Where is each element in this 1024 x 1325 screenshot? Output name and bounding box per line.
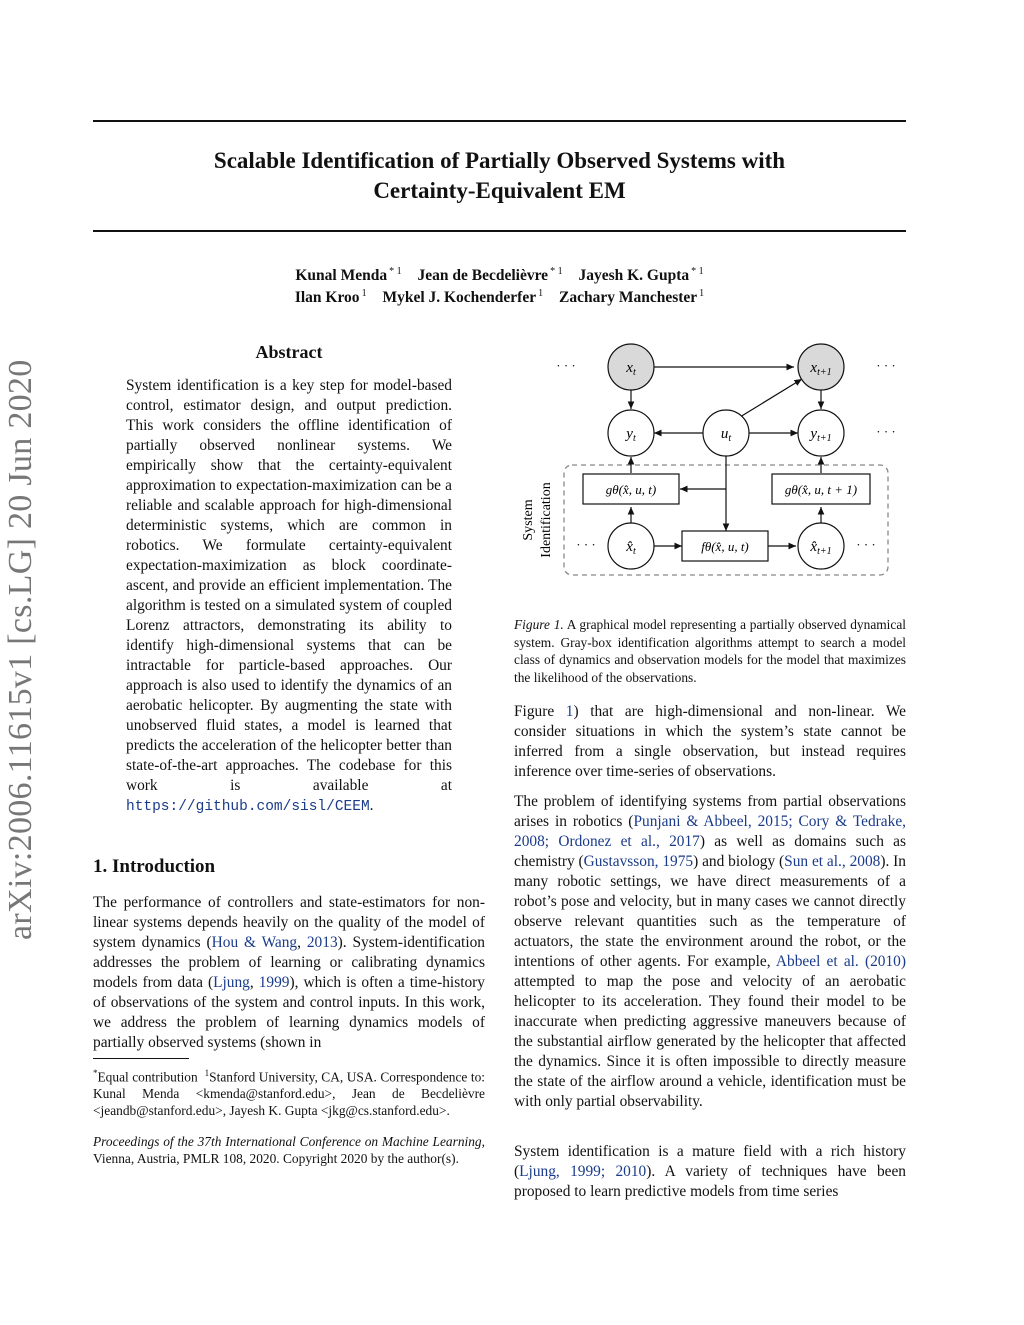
title-bottom-rule	[93, 230, 906, 232]
label-x-t1: $x_{t+1}$	[810, 360, 832, 378]
footnote: *Equal contribution $^1$Stanford University, CA, USA. Correspondence to: Kunal Menda <kmenda@stanford.edu>, Jean de Becdelièvre <jeandb@stanford.edu>, Jayesh K. Gupta <jkg@cs.stanford.edu>. Proceedings of the 37th International Conference on Machine Learning, Vienna, Austria, PMLR 108, 2020. Copyright 2020 by the author(s).	[93, 1068, 485, 1167]
citation-link[interactable]: Sun et al., 2008	[784, 853, 881, 870]
figure-graphical-model	[510, 335, 910, 585]
authors-row-1	[93, 266, 906, 285]
ellipsis: · · ·	[556, 358, 576, 373]
author: Zachary Manchester $^1$	[558, 288, 705, 306]
label-u-t: $u_t$	[720, 426, 732, 444]
author: Mykel J. Kochenderfer $^1$	[382, 288, 544, 306]
citation-link[interactable]: 1999	[258, 974, 290, 991]
author: Jean de Becdelièvre $^{* 1}$	[417, 266, 563, 284]
proceedings-italic: Proceedings of the 37th International Conference on Machine Learning	[93, 1134, 482, 1150]
paper-title	[93, 146, 906, 206]
citation-link[interactable]: Hou & Wang	[211, 934, 298, 951]
caption-label: Figure 1.	[514, 617, 564, 632]
figure-ref-link[interactable]: 1	[565, 703, 574, 720]
footnote-rule	[93, 1058, 189, 1059]
author: Jayesh K. Gupta $^{* 1}$	[578, 266, 704, 284]
ellipsis: · · ·	[576, 537, 596, 552]
top-rule	[93, 120, 906, 122]
side-label-system: System	[521, 499, 536, 541]
codebase-link[interactable]: https://github.com/sisl/CEEM	[126, 799, 370, 815]
label-y-t1: $y_{t+1}$	[810, 426, 832, 444]
side-label-identification: Identification	[539, 482, 554, 558]
citation-link[interactable]: 2013	[306, 934, 338, 951]
section-heading-introduction: 1. Introduction	[93, 856, 216, 877]
figure-caption: Figure 1. A graphical model representing a partially observed dynamical system. Gray-box identification algorithms attempt to search a model class of dynamics and observation models for the model that maximizes the likelihood of the observations.	[514, 617, 907, 685]
label-y-t: $y_t$	[626, 426, 636, 444]
author: Ilan Kroo $^1$	[294, 288, 367, 306]
box-label-f: fθ(x̂, u, t)	[701, 539, 749, 554]
box-label-g-t: gθ(x̂, u, t)	[605, 482, 657, 497]
ellipsis: · · ·	[876, 358, 896, 373]
label-x-t: $x_t$	[626, 360, 636, 378]
arxiv-stamp: arXiv:2006.11615v1 [cs.LG] 20 Jun 2020	[2, 359, 39, 940]
citation-link[interactable]: Ljung	[213, 974, 250, 991]
title-line-1: Scalable Identification of Partially Observed Systems with	[213, 148, 786, 173]
abstract-heading: Abstract	[255, 342, 323, 362]
authors-row-2	[93, 288, 906, 307]
abstract-body: System identification is a key step for model-based control, estimator design, and output prediction. This work considers the offline identification of partially observed nonlinear systems. We empirically show that the certainty-equivalent approximation to expectation-maximization can be a reliable and scalable approach for high-dimensional deterministic systems, which are common in robotics. We formulate certainty-equivalent expectation-maximization as block coordinate-ascent, and provide an efficient implementation. The algorithm is tested on a simulated system of coupled Lorenz attractors, demonstrating its ability to identify high-dimensional systems that can be intractable for particle-based approaches. Our approach is also used to identify the dynamics of an aerobatic helicopter. By augmenting the state with unobserved fluid states, a model is learned that predicts the acceleration of the helicopter better than state-of-the-art approaches. The codebase for this work is available at https://github.com/sisl/CEEM.	[126, 377, 452, 815]
right-paragraph-2: The problem of identifying systems from partial observations arises in robotics (Punjani & Abbeel, 2015; Cory & Tedrake, 2008; Ordonez et al., 2017) as well as domains such as chemistry (Gustavsson, 1975) and biology (Sun et al., 2008). In many robotic settings, we have direct measurements of a robot’s pose and velocity, but in many cases we cannot directly observe relevant quantities such as the temperature of actuators, the state the environment around the robot, or the intentions of other agents. For example, Abbeel et al. (2010) attempted to map the pose and velocity of an aerobatic helicopter to its acceleration. They found their model to be inaccurate when predicting aggressive maneuvers because of the substantial airflow generated by the helicopter that affected the dynamics. Since it is often impossible to directly measure the state of the airflow around a vehicle, identification must be with only partial observability.	[514, 793, 907, 1110]
intro-paragraph: The performance of controllers and state-estimators for non-linear systems depends heavily on the quality of the model of system dynamics (Hou & Wang, 2013). System-identification addresses the problem of learning or calibrating dynamics models from data (Ljung, 1999), which is often a time-history of observations of the system and control inputs. In this work, we address the problem of learning dynamics models of partially observed systems (shown in	[93, 894, 485, 1051]
citation-link[interactable]: Gustavsson, 1975	[583, 853, 694, 870]
ellipsis: · · ·	[876, 424, 896, 439]
ellipsis: · · ·	[856, 537, 876, 552]
citation-link[interactable]: Punjani & Abbeel, 2015; Cory & Tedrake, 2008; Ordonez et al., 2017	[514, 813, 907, 850]
label-xhat-t: $x̂_t$	[626, 539, 636, 557]
citation-link[interactable]: Abbeel et al. (2010)	[775, 953, 906, 970]
citation-link[interactable]: Ljung, 1999; 2010	[519, 1163, 647, 1180]
right-paragraph-3: System identification is a mature field with a rich history (Ljung, 1999; 2010). A variety of techniques have been proposed to learn predictive models from time series	[514, 1143, 906, 1200]
author: Kunal Menda $^{* 1}$	[295, 266, 402, 284]
right-paragraph-1: Figure 1) that are high-dimensional and non-linear. We consider situations in which the system’s state cannot be inferred from a single observation, but instead requires inference over time-series of observations.	[514, 703, 907, 780]
title-line-2: Certainty-Equivalent EM	[373, 178, 626, 203]
label-xhat-t1: $x̂_{t+1}$	[810, 539, 832, 557]
box-label-g-t1: gθ(x̂, u, t + 1)	[784, 482, 858, 497]
